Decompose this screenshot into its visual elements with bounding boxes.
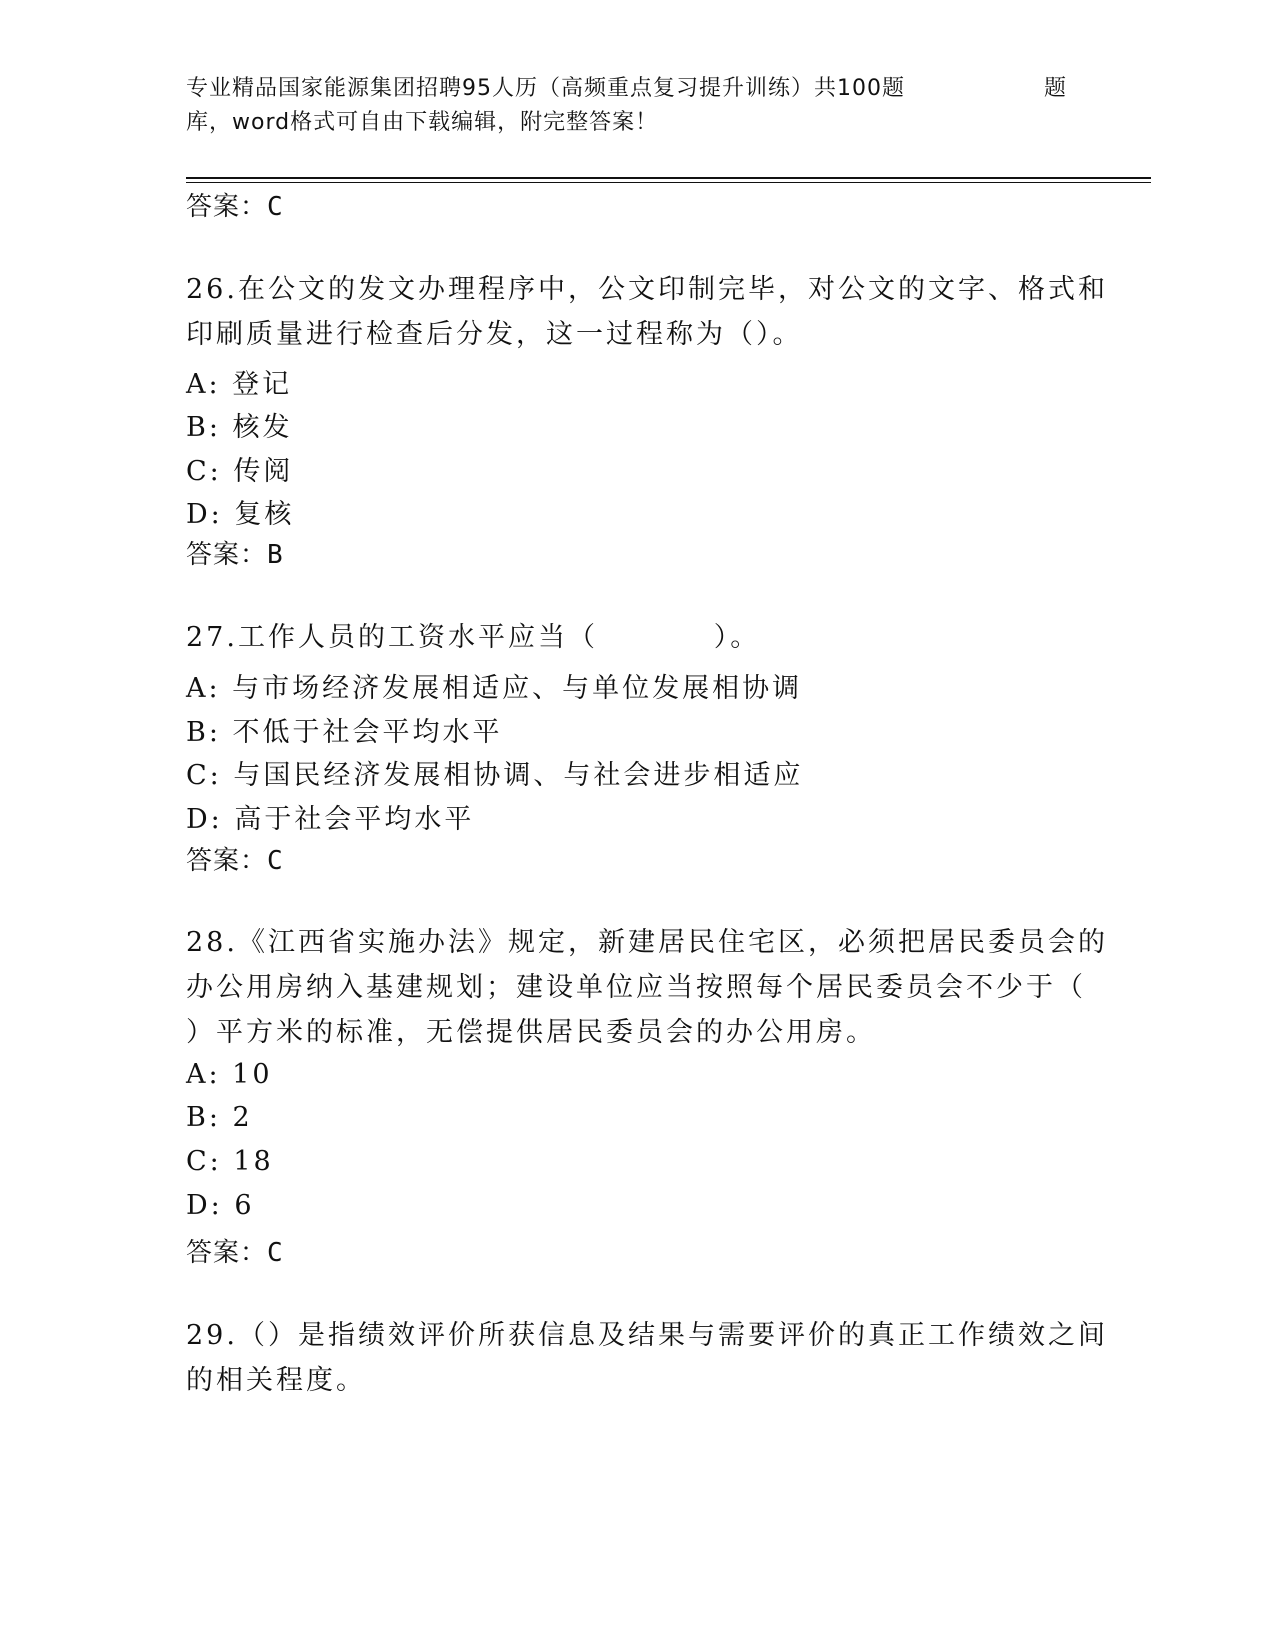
- answer-25: [186, 186, 284, 223]
- answer-value: C: [267, 1238, 284, 1268]
- answer-28: [186, 1232, 284, 1269]
- question-27-option-a: A: 与市场经济发展相适应、与单位发展相协调: [186, 673, 803, 704]
- question-28-line-1: 28.《江西省实施办法》规定，新建居民住宅区，必须把居民委员会的: [186, 927, 1108, 958]
- question-28-option-a: A: 10: [186, 1059, 273, 1090]
- question-26-option-a: A: 登记: [186, 369, 293, 400]
- question-26-option-b: B: 核发: [186, 412, 293, 443]
- header-divider-thin: [186, 182, 1151, 183]
- header-line-2: 库，word格式可自由下载编辑，附完整答案！: [186, 110, 659, 135]
- answer-27: [186, 840, 284, 877]
- answer-label: 答案：: [186, 192, 268, 222]
- question-27-option-c: C: 与国民经济发展相协调、与社会进步相适应: [186, 760, 804, 791]
- question-26-option-c: C: 传阅: [186, 456, 294, 487]
- question-28-option-b: B: 2: [186, 1102, 253, 1133]
- question-28-option-d: D: 6: [186, 1190, 255, 1221]
- answer-label: 答案：: [186, 846, 268, 876]
- question-26-option-d: D: 复核: [186, 499, 295, 530]
- question-26: [186, 267, 1108, 357]
- answer-label: 答案：: [186, 1238, 268, 1268]
- answer-26: [186, 534, 284, 571]
- question-27-option-d: D: 高于社会平均水平: [186, 804, 475, 835]
- question-28-line-3: ）平方米的标准，无偿提供居民委员会的办公用房。: [186, 1017, 876, 1048]
- question-26-line-1: 26.在公文的发文办理程序中，公文印制完毕，对公文的文字、格式和: [186, 274, 1108, 305]
- answer-value: B: [267, 540, 284, 570]
- question-28-line-2: 办公用房纳入基建规划；建设单位应当按照每个居民委员会不少于（: [186, 972, 1086, 1003]
- header-line-1: [186, 72, 1066, 106]
- question-29-line-2: 的相关程度。: [186, 1365, 366, 1396]
- question-27-option-b: B: 不低于社会平均水平: [186, 717, 503, 748]
- question-28: [186, 920, 1108, 1055]
- header-title-tail: 题: [1044, 76, 1068, 101]
- question-27: [186, 615, 1086, 660]
- question-28-option-c: C: 18: [186, 1146, 274, 1177]
- answer-value: C: [267, 192, 284, 222]
- question-29-line-1: 29.（）是指绩效评价所获信息及结果与需要评价的真正工作绩效之间: [186, 1320, 1108, 1351]
- answer-label: 答案：: [186, 540, 268, 570]
- question-27-line-1: 27.工作人员的工资水平应当（ ）。: [186, 622, 761, 653]
- question-29: [186, 1313, 1108, 1403]
- document-header: [186, 72, 1066, 140]
- answer-value: C: [267, 846, 284, 876]
- header-title: 专业精品国家能源集团招聘95人历（高频重点复习提升训练）共100题: [186, 76, 905, 101]
- question-26-line-2: 印刷质量进行检查后分发，这一过程称为（）。: [186, 319, 803, 350]
- header-divider: [186, 177, 1151, 179]
